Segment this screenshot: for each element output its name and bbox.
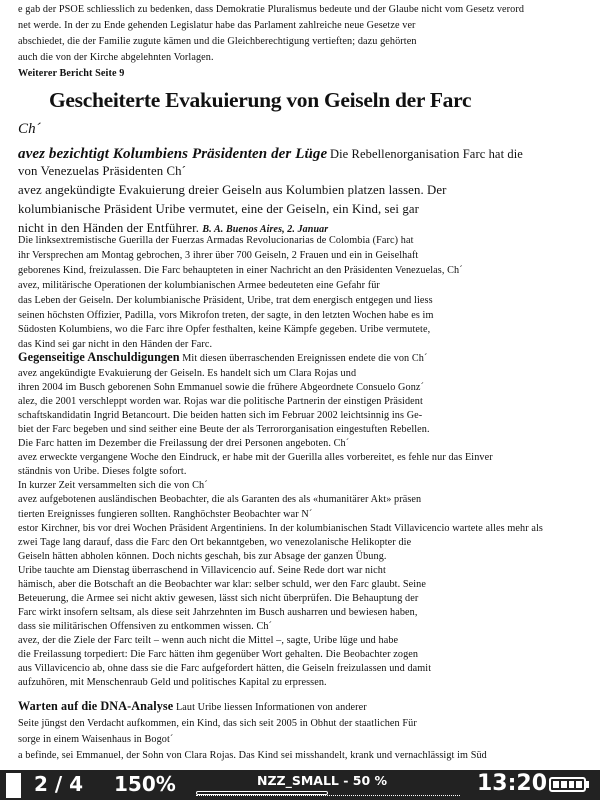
section-3-heading-line [18, 700, 367, 714]
body-line: aufzuhören, mit Menschenraub Geld und politisches Kapital zu erpressen. [18, 677, 327, 689]
body-line: geborenes Kind, freizulassen. Die Farc behaupteten in einer Nachricht an den Präsidenten Venezuelas, Ch´ [18, 264, 463, 276]
document-name: NZZ_SMALL - 50 % [257, 773, 388, 788]
intro-line: net werde. In der zu Ende gehenden Legislatur habe das Parlament zahlreiche neue Gesetze ver [18, 20, 416, 31]
body-line: a befinde, sei Emmanuel, der Sohn von Clara Rojas. Das Kind sei misshandelt, krank und vernachlässigt im Süd [18, 750, 487, 761]
body-line: Südosten Kolumbiens, wo die Farc ihre Opfer festhalten, keine Kämpfe gegeben. Uribe vermutete, [18, 324, 431, 336]
body-line: ihr Versprechen am Montag gebrochen, 3 ihrer über 700 Geiseln, 2 Frauen und ein in Geiselhaft [18, 249, 419, 261]
subhead-part2: avez bezichtigt Kolumbiens Präsidenten der Lüge [18, 146, 328, 162]
body-line: zwei Tage lang darauf, dass die Farc den Ort bekanntgeben, wo venezolanische Helikopter die [18, 536, 412, 548]
lead-text: nicht in den Händen der Entführer. [18, 221, 200, 235]
intro-line: e gab der PSOE schliesslich zu bedenken, dass Demokratie Pluralismus bedeute und der Glaube nicht vom Gesetz verord [18, 4, 525, 15]
battery-full-icon [549, 777, 586, 792]
lead-line: avez angekündigte Evakuierung dreier Geiseln aus Kolumbien platzen lassen. Der [18, 183, 447, 197]
continued-reference: Weiterer Bericht Seite 9 [18, 68, 125, 79]
intro-line: auch die von der Kirche abgelehnten Vorlagen. [18, 52, 214, 63]
lead-line: kolumbianische Präsident Uribe vermutet, eine der Geiseln, ein Kind, sei gar [18, 202, 419, 216]
clock: 13:20 [477, 771, 548, 796]
body-line: die Freilassung torpediert: Die Farc hätten ihm gegenüber Wort gehalten. Die Beobachter zogen [18, 649, 419, 660]
body-line: avez angekündigte Evakuierung der Geiseln. Es handelt sich um Clara Rojas und [18, 368, 357, 379]
lead-text: Die Rebellenorganisation Farc hat die [329, 147, 523, 161]
body-line: Geiseln hätten abholen können. Doch nichts geschah, bis zur Absage der ganzen Übung. [18, 550, 387, 562]
body-line: das Leben der Geiseln. Der kolumbianische Präsident, Uribe, trat dem energisch entgegen und liess [18, 294, 433, 306]
body-line: das Kind sei gar nicht in den Händen der Farc. [18, 339, 213, 351]
section-2-heading-line [18, 351, 427, 365]
body-line: In kurzer Zeit versammelten sich die von Ch´ [18, 480, 208, 492]
body-line: Die linksextremistische Guerilla der Fuerzas Armadas Revolucionarias de Colombia (Farc) hat [18, 235, 414, 246]
subhead-part1: Ch´ [18, 121, 41, 137]
body-line: alez, die 2001 verschleppt worden war. Rojas war die politische Partnerin der einstigen Präsident [18, 396, 423, 408]
battery-tip [586, 781, 589, 788]
article-headline: Gescheiterte Evakuierung von Geiseln der Farc [49, 88, 472, 112]
body-line: Beteuerung, die Armee sei nicht aktiv gewesen, lässt sich nicht überprüfen. Die Behauptung der [18, 592, 419, 604]
body-line: Uribe tauchte am Dienstag überraschend in Villavicencio auf. Seine Rede dort war nicht [18, 564, 386, 576]
body-line: Seite jüngst den Verdacht aufkommen, ein Kind, das sich seit 2005 in Obhut der staatlichen Für [18, 718, 417, 729]
section-3-title: Warten auf die DNA-Analyse [18, 699, 174, 713]
body-line: sorge in einem Waisenhaus in Bogot´ [18, 734, 174, 745]
body-line: biet der Farc begeben und sind seither eine Beute der als Terrororganisation eingestuften Rebellen. [18, 424, 430, 436]
page-marker-icon [6, 773, 21, 798]
section-2-title: Gegenseitige Anschuldigungen [18, 350, 180, 364]
zoom-level[interactable]: 150% [114, 772, 176, 796]
body-line: tierten Ereignisses fungieren sollten. Ranghöchster Beobachter war N´ [18, 508, 313, 520]
body-line: avez, der die Ziele der Farc teilt – wenn auch nicht die Mittel –, sagte, Uribe lüge und habe [18, 634, 399, 646]
section-2-text: Mit diesen überraschenden Ereignissen endete die von Ch´ [182, 353, 428, 364]
body-line: avez aufgebotenen ausländischen Beobachter, die als Garanten des als «humanitärer Akt» präsen [18, 494, 422, 506]
body-line: avez erweckte vergangene Woche den Eindruck, er habe mit der Guerilla alles vorbereitet, es fehle nur das Einver [18, 452, 493, 464]
reading-progress-fill [196, 791, 328, 795]
body-line: estor Kirchner, bis vor drei Wochen Präsident Argentiniens. In der kolumbianischen Stadt Villavicencio wartete alles mehr als [18, 522, 543, 534]
body-line: Farc wirkt insofern seltsam, als diese seit Jahrzehnten im Busch ausharren und bewiesen haben, [18, 606, 418, 618]
body-line: avez, militärische Operationen der kolumbianischen Armee bedeuteten eine Gefahr für [18, 279, 380, 291]
subhead-line [18, 146, 523, 164]
lead-line: von Venezuelas Präsidenten Ch´ [18, 164, 187, 178]
page-indicator[interactable]: 2 / 4 [34, 772, 84, 796]
dateline: B. A. Buenos Aires, 2. Januar [202, 224, 329, 235]
body-line: seinen höchsten Offizier, Padilla, vors Mikrofon treten, der sagte, in den letzten Wochen habe es im [18, 309, 434, 321]
body-line: dass sie militärischen Offensiven zu entkommen wissen. Ch´ [18, 620, 273, 632]
intro-line: abschiedet, die der Familie zugute kämen und die Gleichberechtigung vertieften; dazu gehörten [18, 36, 417, 47]
body-line: aus Villavicencio ab, ohne dass sie die Farc aufgefordert hätten, die Geiseln freizulassen und damit [18, 663, 432, 675]
body-line: schaftskandidatin Ingrid Betancourt. Die beiden hatten sich im Februar 2002 leichtsinnig ins Ge- [18, 410, 423, 422]
body-line: ihren 2004 im Busch geborenen Sohn Emmanuel sowie die frühere Abgeordnete Consuelo Gonz´ [18, 382, 425, 394]
body-line: hämisch, aber die Botschaft an die Beobachter war klar: selber schuld, wer den Farc glaubt. Seine [18, 578, 427, 590]
body-line: Die Farc hatten im Dezember die Freilassung der drei Personen angeboten. Ch´ [18, 438, 350, 450]
body-line: ständnis von Uribe. Dieses folgte sofort. [18, 466, 187, 478]
section-3-text: Laut Uribe liessen Informationen von anderer [175, 702, 367, 713]
